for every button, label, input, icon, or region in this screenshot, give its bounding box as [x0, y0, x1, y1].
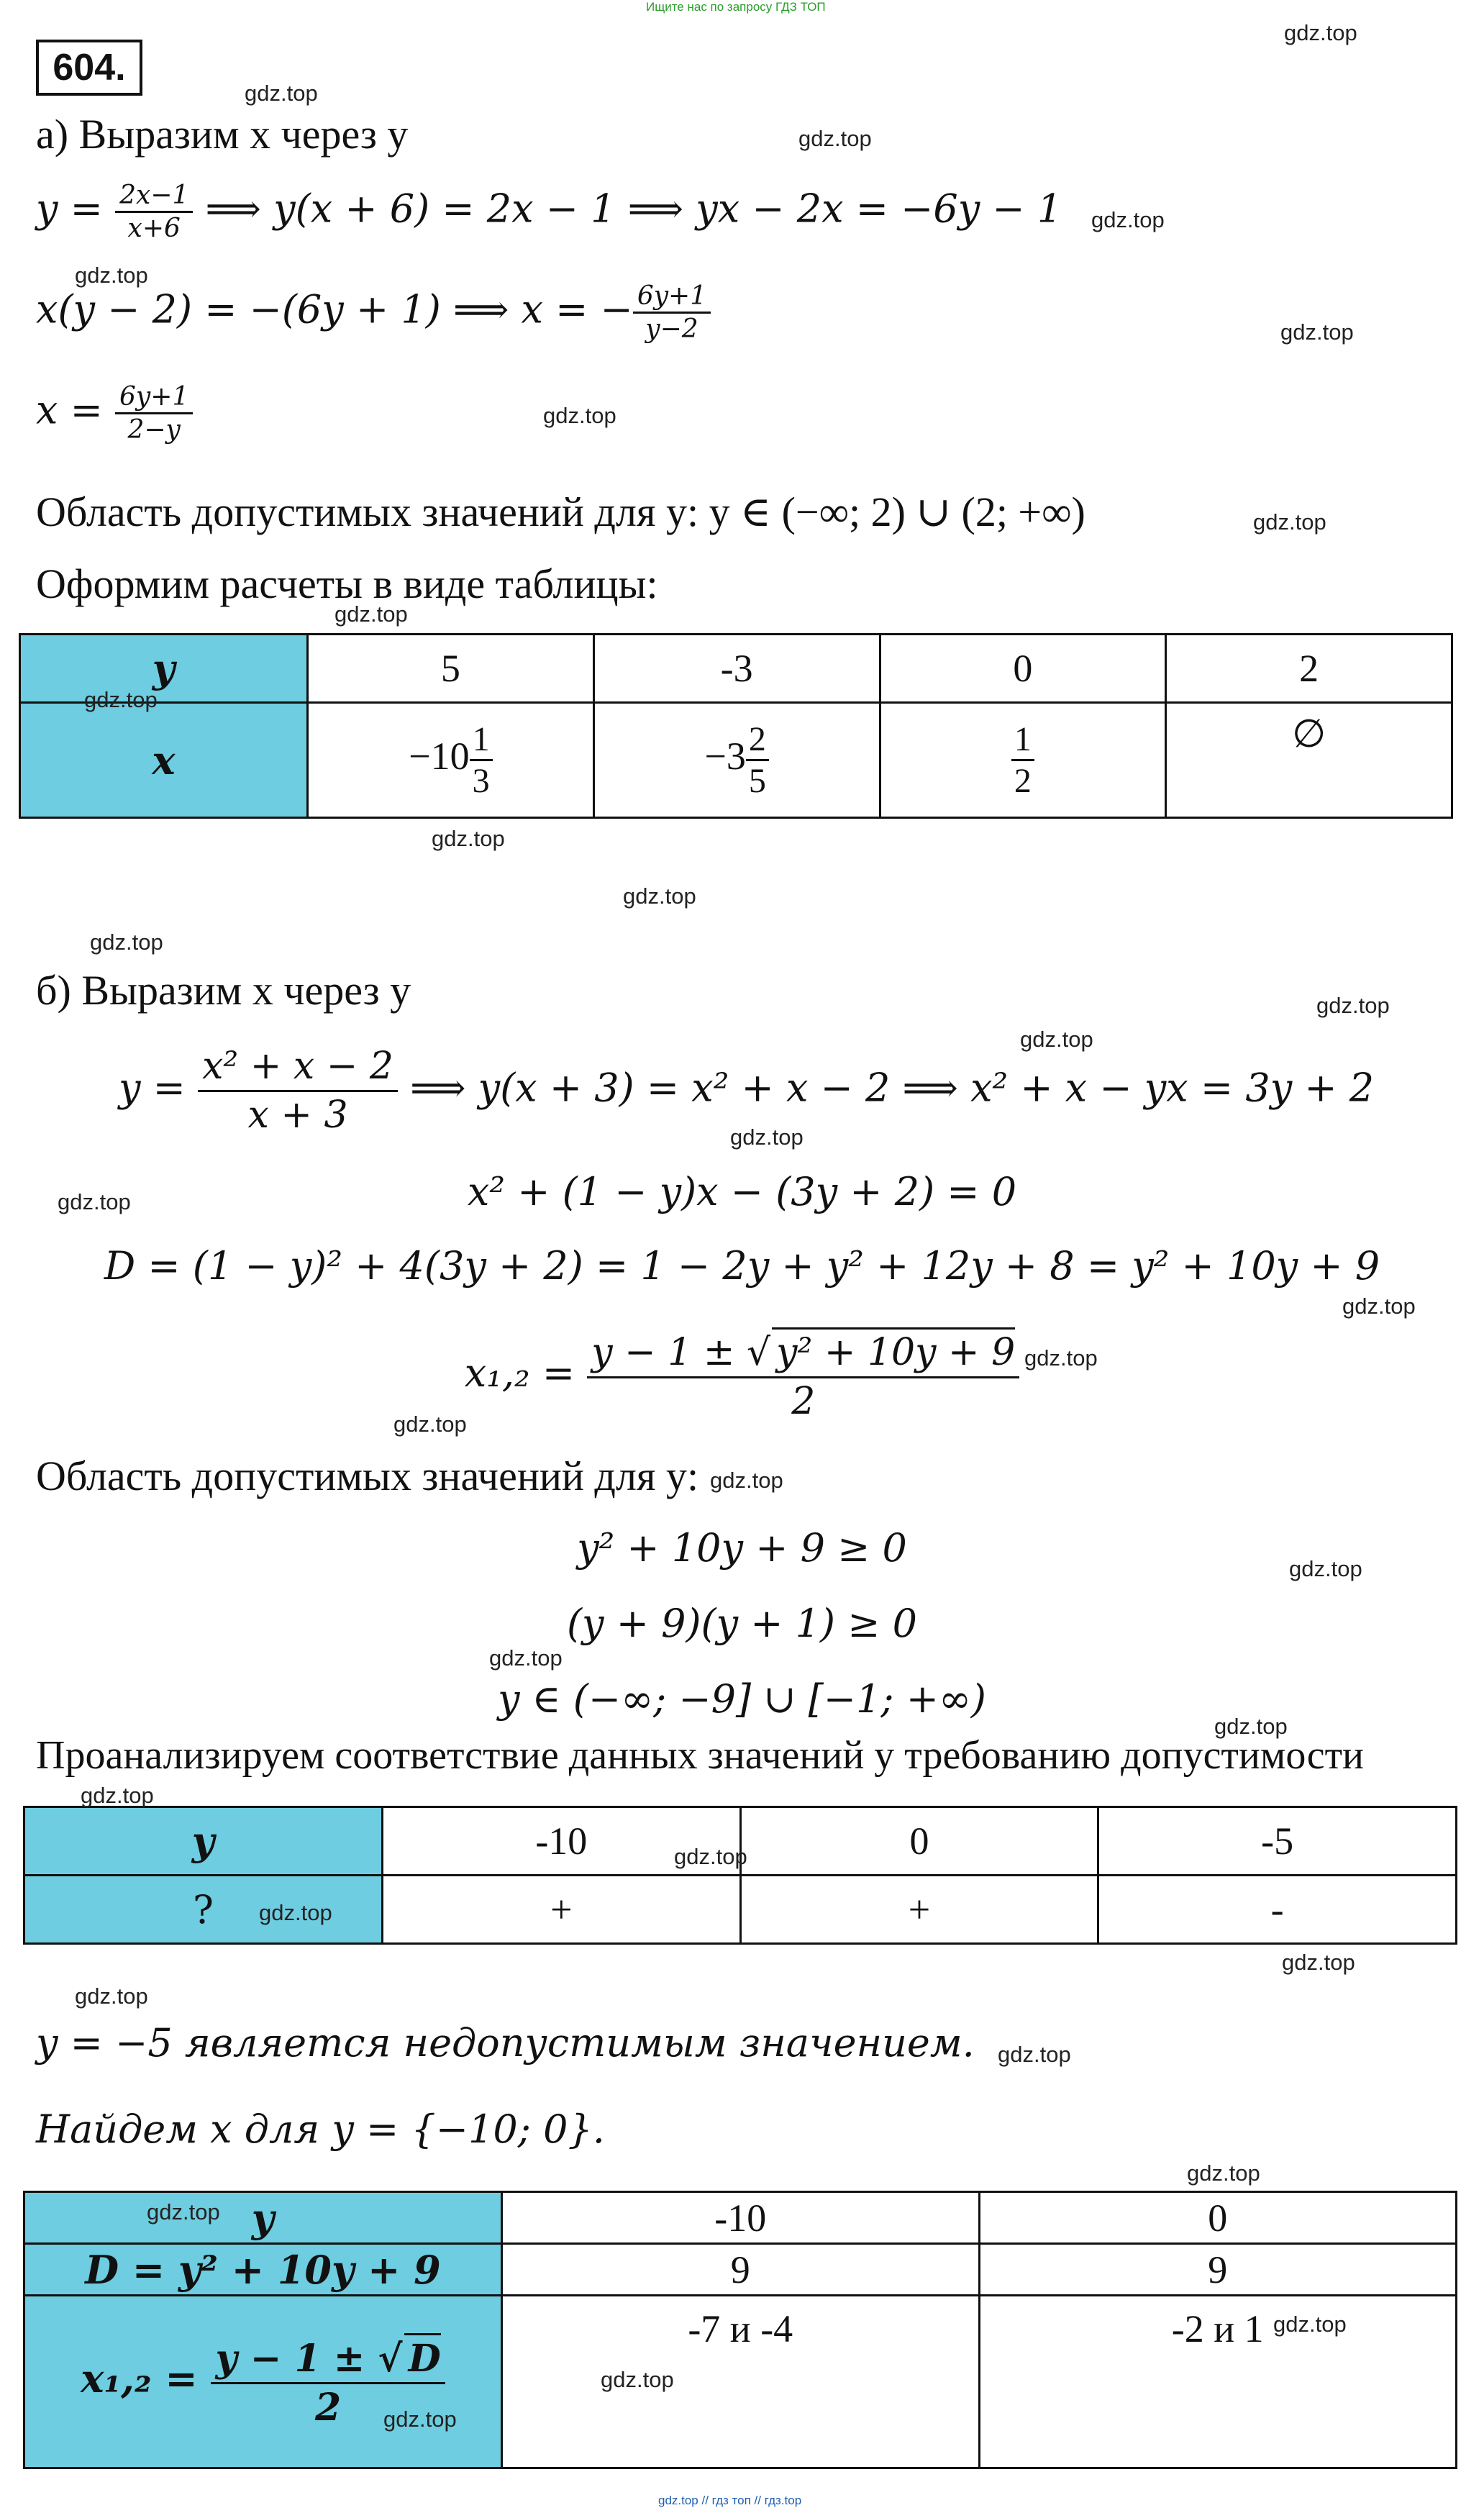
part-b-ineq2: (y + 9)(y + 1) ≥ 0 [566, 1601, 918, 1646]
part-b-heading: б) Выразим x через y [36, 967, 411, 1014]
watermark-text: gdz.top [1091, 207, 1165, 232]
watermark-text: gdz.top [489, 1645, 563, 1671]
part-b-domain-label: Область допустимых значений для y: [36, 1453, 699, 1499]
watermark-text: gdz.top [674, 1844, 747, 1869]
watermark-text: gdz.top [58, 1189, 131, 1214]
bottom-watermark: gdz.top // гдз топ // гдз.top [658, 2494, 802, 2507]
watermark-text: gdz.top [1024, 1345, 1098, 1371]
watermark-text: gdz.top [383, 2407, 457, 2432]
problem-number: 604. [36, 40, 142, 96]
part-b-find: Найдем x для y = {−10; 0}. [36, 2107, 605, 2152]
watermark-text: gdz.top [601, 2367, 674, 2392]
watermark-text: gdz.top [334, 601, 408, 627]
x-value-cell: $\frac{1}{2}$ [880, 703, 1166, 818]
d-value: 9 [979, 2244, 1457, 2296]
watermark-text: gdz.top [259, 1900, 332, 1925]
y-value: 0 [979, 2192, 1457, 2244]
part-b-ineq1: y² + 10y + 9 ≥ 0 [577, 1525, 907, 1571]
watermark-text: gdz.top [393, 1412, 467, 1437]
part-b-table1 [23, 1806, 1457, 1945]
check-value: + [383, 1876, 741, 1944]
watermark-text: gdz.top [81, 1783, 154, 1808]
part-a-line2: x(y − 2) = −(6y + 1) ⟹ x = − $\frac{6y+1}{y-2}$ [36, 281, 711, 345]
watermark-text: gdz.top [710, 1468, 783, 1493]
part-a-table-intro: Оформим расчеты в виде таблицы: [36, 560, 658, 607]
top-watermark: Ищите нас по запросу ГДЗ ТОП [646, 0, 826, 14]
watermark-text: gdz.top [998, 2042, 1071, 2067]
part-b-eq2: x² + (1 − y)x − (3y + 2) = 0 [467, 1169, 1017, 1214]
y-value: -3 [593, 635, 880, 703]
row-label-x12: x₁,₂ = $\frac{y - 1 \pm √ D}{2}$ [24, 2296, 502, 2468]
row-label-y: y [24, 2192, 502, 2244]
watermark-text: gdz.top [1280, 319, 1354, 345]
part-a-domain: Область допустимых значений для y: y ∈ (−∞; 2) ∪ (2; +∞) [36, 488, 1085, 535]
y-value: 5 [308, 635, 594, 703]
part-b-conclusion: y = −5 является недопустимым значением. [36, 2020, 975, 2066]
part-b-ineq3: y ∈ (−∞; −9] ∪ [−1; +∞) [497, 1676, 987, 1722]
watermark-text: gdz.top [1253, 509, 1326, 535]
row-label-y: y [20, 635, 308, 703]
y-value: 2 [1166, 635, 1452, 703]
y-value: 0 [880, 635, 1166, 703]
watermark-text: gdz.top [1273, 2312, 1347, 2337]
part-a-line3: x = $\frac{6y+1}{2-y}$ [36, 381, 193, 445]
table2-row-x [24, 2296, 1457, 2468]
part-b-eq1: y = $\frac{\text{x² + x − 2}}{x + 3}$ ⟹ y(x + 3) = x² + x − 2 ⟹ x² + x − yx = 3y + 2 [119, 1045, 1375, 1137]
d-value: 9 [502, 2244, 980, 2296]
watermark-text: gdz.top [75, 1983, 148, 2009]
watermark-text: gdz.top [1282, 1950, 1355, 1975]
table1-row-check [24, 1876, 1457, 1944]
y-value: -10 [502, 2192, 980, 2244]
watermark-text: gdz.top [1316, 993, 1390, 1018]
x-value: -2 и 1 [979, 2296, 1457, 2468]
watermark-text: gdz.top [147, 2199, 220, 2225]
part-b-table2 [23, 2191, 1457, 2469]
table2-row-y [24, 2192, 1457, 2244]
y-value: 0 [740, 1807, 1098, 1876]
part-b-eq4: x₁,₂ = $\frac{\text{y − 1 ± √ y² + 10y + 9}}{2}$ [0, 1327, 1484, 1425]
watermark-text: gdz.top [1214, 1714, 1288, 1739]
part-a-table-row-x [20, 703, 1452, 818]
part-a-heading: а) Выразим x через y [36, 111, 409, 158]
check-value: - [1098, 1876, 1457, 1944]
watermark-text: gdz.top [90, 930, 163, 955]
watermark-text: gdz.top [1187, 2160, 1260, 2186]
watermark-text: gdz.top [623, 883, 696, 909]
y-value: -10 [383, 1807, 741, 1876]
watermark-text: gdz.top [1342, 1294, 1416, 1319]
part-a-table-row-y [20, 635, 1452, 703]
row-label-x: x [20, 703, 308, 818]
watermark-text: gdz.top [432, 826, 505, 851]
y-value: -5 [1098, 1807, 1457, 1876]
row-label-d: D = y² + 10y + 9 [24, 2244, 502, 2296]
check-value: + [740, 1876, 1098, 1944]
row-label-y: y [24, 1807, 383, 1876]
x-value-cell: −3 $\frac{2}{5}$ [593, 703, 880, 818]
part-b-eq3: D = (1 − y)² + 4(3y + 2) = 1 − 2y + y² + 12y + 8 = y² + 10y + 9 [104, 1243, 1380, 1289]
x-value-cell: ∅ [1166, 703, 1452, 818]
watermark-text: gdz.top [798, 126, 872, 151]
watermark-text: gdz.top [1289, 1556, 1362, 1581]
row-label-question: ? [24, 1876, 383, 1944]
watermark-text: gdz.top [245, 81, 318, 106]
part-b-analyze: Проанализируем соответствие данных значений y требованию допустимости [36, 1733, 1365, 1778]
x-value-cell: −10 $\frac{1}{3}$ [308, 703, 594, 818]
part-a-table [19, 633, 1453, 819]
watermark-text: gdz.top [730, 1124, 804, 1150]
watermark-text: gdz.top [84, 687, 158, 712]
watermark-text: gdz.top [1284, 20, 1357, 45]
table2-row-d [24, 2244, 1457, 2296]
part-a-line1: y = $\frac{2x-1}{x+6}$ ⟹ y(x + 6) = 2x − 1 ⟹ yx − 2x = −6y − 1 [36, 181, 1062, 244]
watermark-text: gdz.top [1020, 1027, 1093, 1052]
watermark-text: gdz.top [543, 403, 616, 428]
x-value: -7 и -4 [502, 2296, 980, 2468]
watermark-text: gdz.top [75, 263, 148, 288]
